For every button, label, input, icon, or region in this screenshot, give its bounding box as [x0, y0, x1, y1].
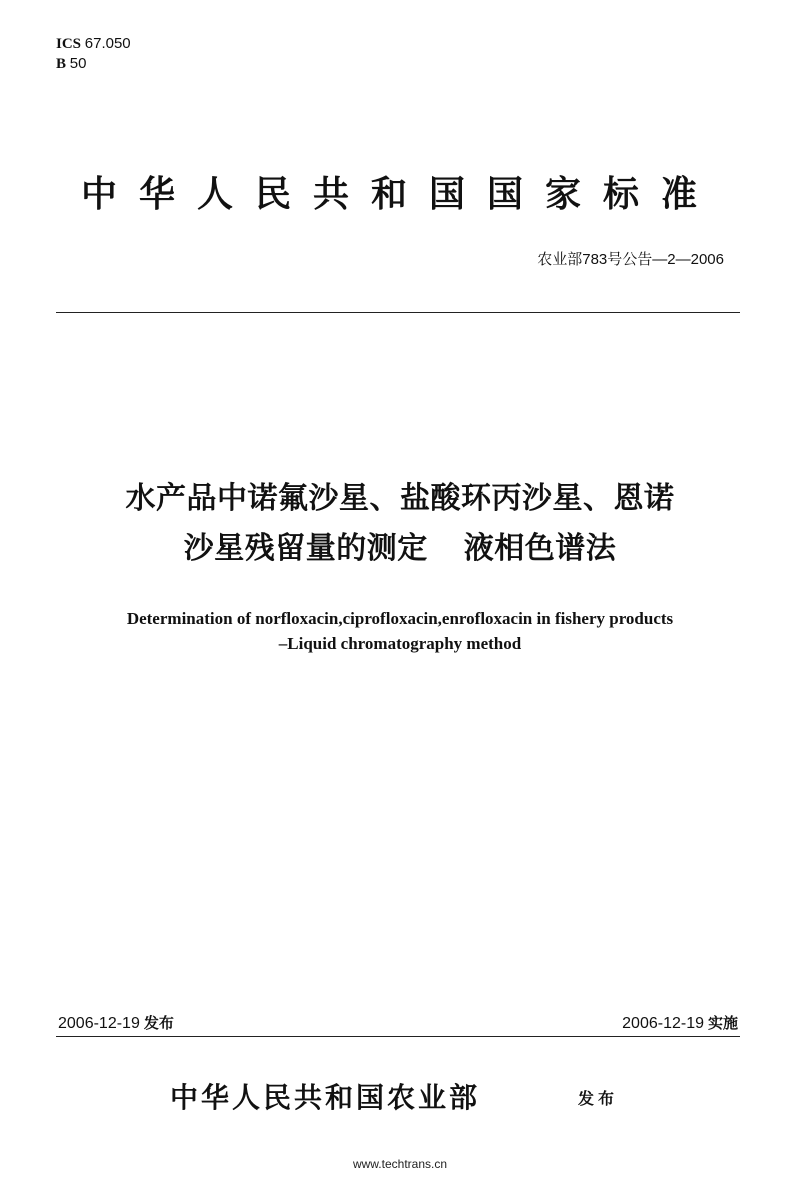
ics-code — [56, 34, 131, 54]
ics-label: ICS — [56, 36, 82, 52]
standard-title: 中华人民共和国国家标准 — [80, 174, 719, 215]
watermark-url: www.techtrans.cn — [352, 1157, 448, 1171]
implementation-date-value: 2006-12-19 — [622, 1015, 704, 1032]
standard-number: 农业部783号公告—2—2006 — [537, 251, 724, 268]
ccs-value: 50 — [69, 55, 87, 72]
issue-date-label: 发布 — [143, 1014, 174, 1032]
issue-date-value: 2006-12-19 — [58, 1015, 140, 1032]
english-title — [40, 606, 760, 656]
publisher-label: 发布 — [578, 1089, 619, 1108]
chinese-title — [40, 474, 760, 574]
publisher-name: 中华人民共和国农业部 — [170, 1081, 481, 1114]
chinese-title-line-2-part-1: 沙星残留量的测定 — [183, 531, 428, 566]
ccs-code — [56, 54, 131, 74]
chinese-title-line-2 — [40, 524, 760, 574]
classification-codes — [56, 34, 131, 74]
english-title-line-2: –Liquid chromatography method — [278, 634, 522, 653]
ccs-label: B — [56, 56, 67, 72]
chinese-title-line-2-part-2: 液相色谱法 — [463, 531, 617, 566]
ics-value: 67.050 — [84, 35, 131, 52]
bottom-divider — [56, 1036, 740, 1037]
implementation-date — [622, 1012, 738, 1033]
chinese-title-line-1: 水产品中诺氟沙星、盐酸环丙沙星、恩诺 — [125, 481, 675, 516]
top-divider — [56, 312, 740, 313]
implementation-date-label: 实施 — [707, 1014, 738, 1032]
english-title-line-1: Determination of norfloxacin,ciprofloxacin,enrofloxacin in fishery products — [126, 609, 674, 628]
issue-date — [58, 1012, 174, 1033]
